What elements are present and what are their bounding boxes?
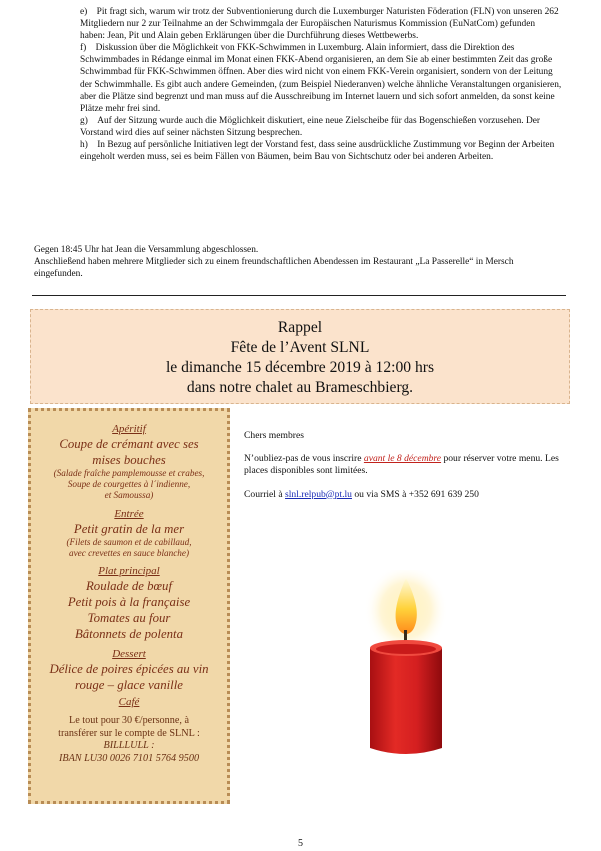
- item-label: g): [80, 115, 88, 126]
- plat-dish-4: Bâtonnets de polenta: [74, 627, 184, 642]
- registration-reminder: [244, 453, 574, 477]
- aperitif-detail-3: et Samoussa): [104, 490, 154, 501]
- registration-info: [244, 430, 574, 512]
- minutes-item-e: [80, 6, 562, 42]
- minutes-item-h: [80, 139, 562, 163]
- event-location: dans notre chalet au Brameschbierg.: [186, 379, 414, 396]
- reminder-text-end: pour réserver votre menu. Les places disponibles sont limitées.: [244, 453, 559, 477]
- aperitif-heading: Apéritif: [112, 423, 146, 435]
- closing-notes: [34, 244, 564, 280]
- page-number: 5: [298, 838, 303, 849]
- item-text: Auf der Sitzung wurde auch die Möglichkeit diskutiert, eine neue Zielscheibe für das Bogenschießen vorzusehen. Der Vorstand wird dies auf seiner nächsten Sitzung besprechen.: [80, 115, 541, 138]
- item-label: f): [80, 43, 87, 54]
- bank-iban: IBAN LU30 0026 7101 5764 9500: [58, 752, 200, 764]
- email-link[interactable]: slnl.relpub@pt.lu: [285, 488, 352, 500]
- menu-card: [28, 408, 230, 804]
- minutes-list: [80, 6, 562, 163]
- event-date: le dimanche 15 décembre 2019 à 12:00 hrs: [165, 359, 435, 376]
- entree-detail-2: avec crevettes en sauce blanche): [68, 547, 190, 558]
- minutes-item-f: [80, 42, 562, 115]
- candle-body: [370, 643, 442, 754]
- bank-bic: BILLLULL :: [103, 740, 155, 752]
- closing-line-1: Gegen 18:45 Uhr hat Jean die Versammlung abgeschlossen.: [34, 245, 259, 255]
- minutes-item-g: [80, 115, 562, 139]
- aperitif-dish-2: mises bouches: [92, 453, 166, 467]
- event-name: Fête de l’Avent SLNL: [230, 339, 370, 356]
- price-line-1: Le tout pour 30 €/personne, à: [69, 715, 189, 727]
- plat-dish-3: Tomates au four: [87, 611, 171, 626]
- rappel-title: Rappel: [277, 319, 323, 336]
- entree-heading: Entrée: [114, 507, 144, 520]
- aperitif-detail-2: Soupe de courgettes à l´indienne,: [67, 479, 191, 490]
- item-text: Diskussion über die Möglichkeit von FKK-Schwimmen in Luxemburg. Alain informiert, dass die Direktion des Schwimmbades in Rédange einmal im Monat einen FKK-Abend organisieren, an dem Sie ab einer bestimmten Zeit das große Schwimmbad für FKK-Schwimmen öffnen. Aber dies wird nicht von einem FKK-Verein organisiert, sondern von der Leitung der Schwimmhalle. Es gibt auch andere Gemeinden, (zum Beispiel Niederanven) welche ähnliche Veranstaltungen organisieren, aber die Plätze sind begrenzt und man muss auf die Ausschreibung im Internet lauern und sich sofort anmelden, da sonst keine Plätze mehr frei sind.: [80, 43, 562, 114]
- dessert-dish-1: Délice de poires épicées au vin: [49, 662, 209, 677]
- dessert-heading: Dessert: [112, 648, 146, 661]
- candle-image: [336, 570, 486, 770]
- price-line-2: transférer sur le compte de SLNL :: [58, 727, 200, 739]
- reminder-text: N’oubliez-pas de vous inscrire: [244, 453, 364, 465]
- item-label: h): [80, 140, 88, 151]
- aperitif-dish-1: Coupe de crémant avec ses: [59, 437, 199, 451]
- item-label: e): [80, 7, 88, 17]
- plat-heading: Plat principal: [98, 565, 160, 578]
- candle-pool: [376, 644, 436, 654]
- plat-dish-2: Petit pois à la française: [67, 595, 191, 610]
- greeting: Chers membres: [244, 430, 304, 441]
- registration-deadline: avant le 8 décembre: [363, 453, 442, 465]
- item-text: Pit fragt sich, warum wir trotz der Subventionierung durch die Luxemburger Naturisten Föderation (FLN) von unseren 262 Mitgliedern nur 2 zur Teilnahme an der Schwimmgala der Europäischen Naturismus Kommission (EuNatCom) gefunden haben: Jean, Pit und Alain geben Erklärungen über die Durchführung dieses Wettbewerbs.: [80, 7, 559, 42]
- entree-dish: Petit gratin de la mer: [73, 521, 185, 536]
- cafe-heading: Café: [118, 696, 140, 709]
- plat-dish-1: Roulade de bœuf: [85, 579, 172, 594]
- aperitif-detail-1: (Salade fraîche pamplemousse et crabes,: [53, 468, 205, 478]
- contact-line: [244, 489, 574, 501]
- entree-detail-1: (Filets de saumon et de cabillaud,: [66, 536, 192, 547]
- contact-phone: ou via SMS à +352 691 639 250: [351, 488, 479, 500]
- item-text: In Bezug auf persönliche Initiativen legt der Vorstand fest, dass seine ausdrückliche Zustimmung vor Beginn der Arbeiten eingeholt werden muss, sei es beim Fällen von Bäumen, beim Bau von Sichtschutz oder bei anderen Arbeiten.: [80, 140, 555, 163]
- rappel-banner: [30, 309, 570, 404]
- contact-text: Courriel à: [244, 488, 286, 500]
- closing-line-2: Anschließend haben mehrere Mitglieder sich zu einem freundschaftlichen Abendessen im Restaurant „La Passerelle“ in Mersch eingefunden.: [34, 257, 514, 280]
- section-divider: [32, 295, 566, 296]
- dessert-dish-2: rouge – glace vanille: [75, 678, 183, 693]
